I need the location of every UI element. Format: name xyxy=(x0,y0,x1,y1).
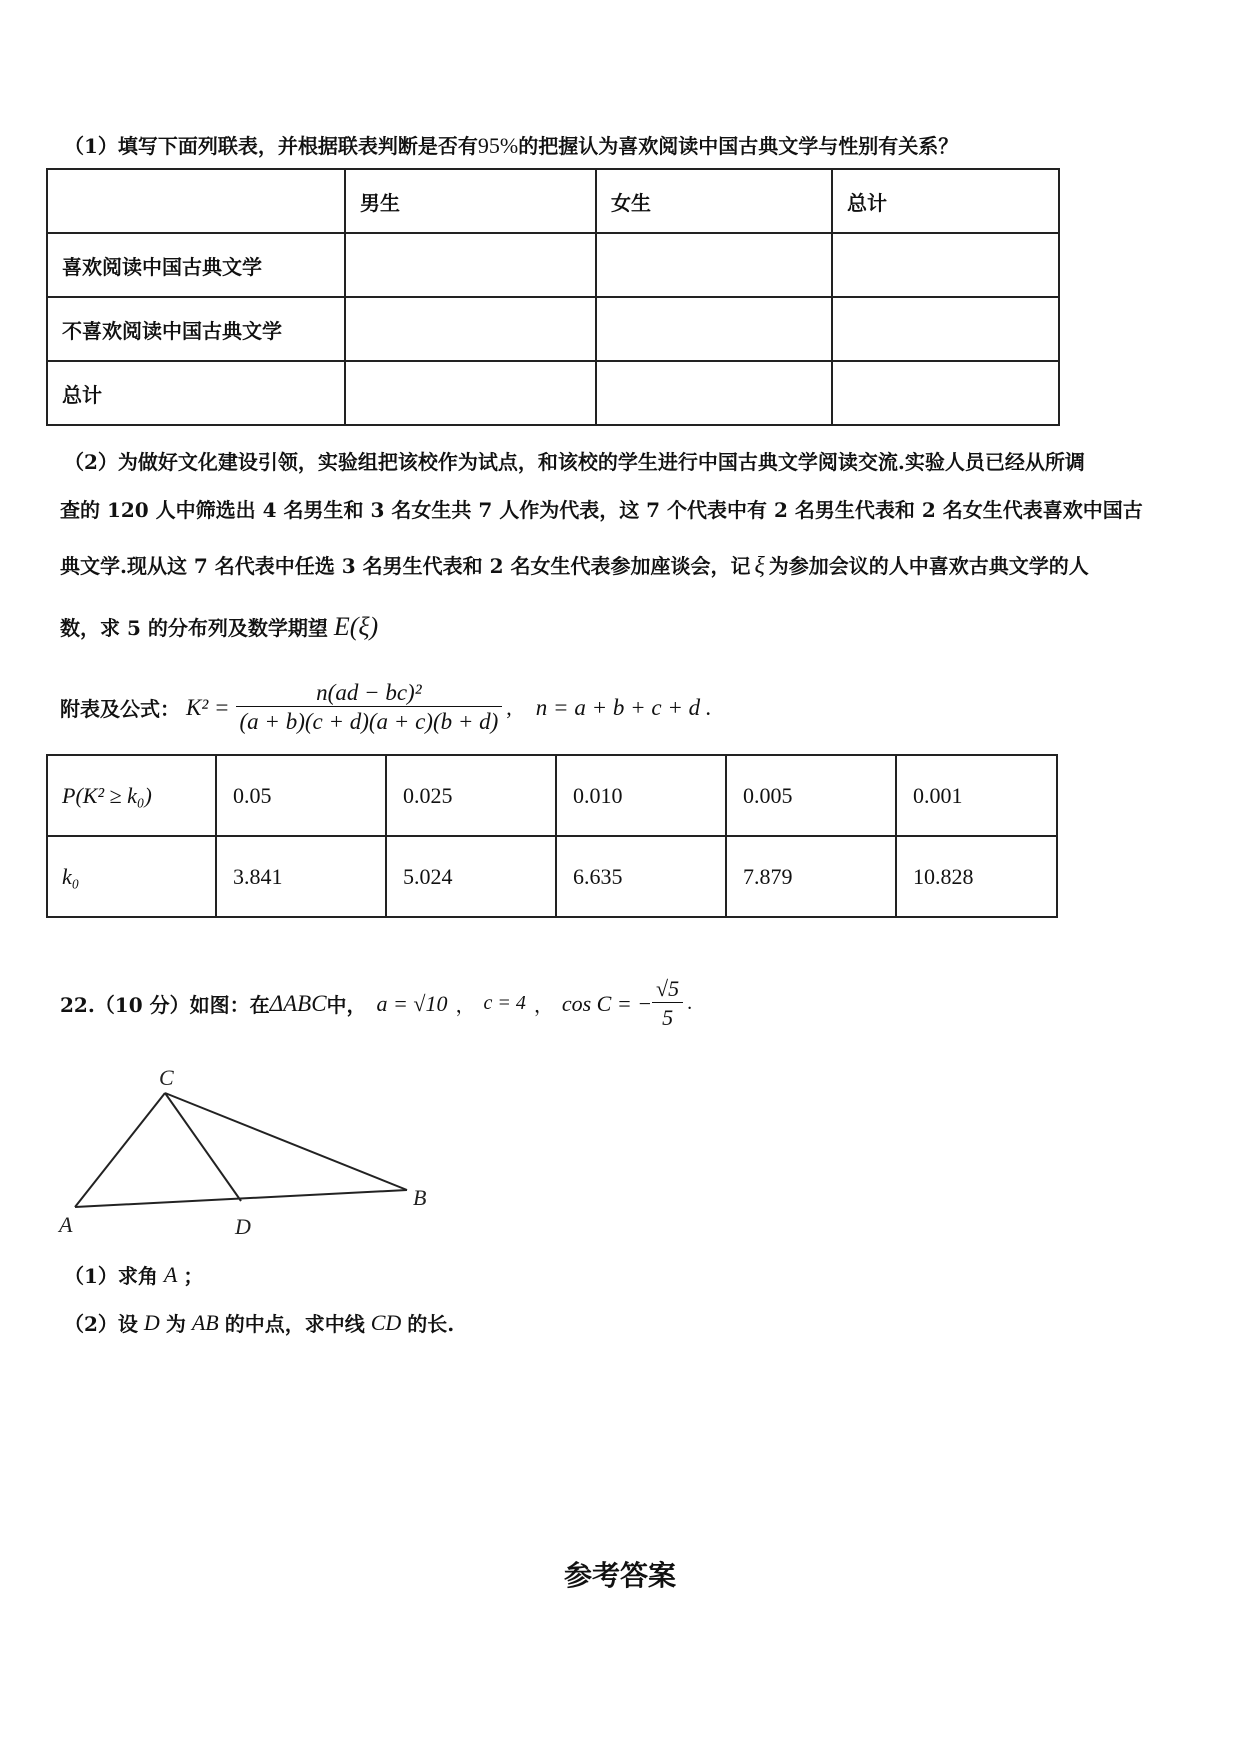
answer-heading: 参考答案 xyxy=(563,1559,676,1592)
header-cell-total: 总计 xyxy=(832,169,1059,233)
problem22-statement: 22.（10 分）如图：在 ΔABC 中， a = √10 ， c = 4 ， cos C = − $\frac{√5}{5}$ . xyxy=(60,976,693,1030)
part2-label: （2） xyxy=(64,450,118,474)
n-definition: n = a + b + c + d . xyxy=(535,694,712,720)
table-cell xyxy=(345,361,596,425)
table-header-row xyxy=(47,169,1059,233)
k-value-cell: 6.635 xyxy=(556,836,726,917)
table-cell xyxy=(596,361,832,425)
row-label: 总计 xyxy=(47,361,345,425)
table-row xyxy=(47,361,1059,425)
cos-lhs: cos C = − xyxy=(561,990,653,1016)
c-value: c = 4 xyxy=(483,992,526,1014)
q2-var-d: D xyxy=(143,1309,160,1335)
formula-fraction xyxy=(236,680,503,735)
table-cell xyxy=(596,297,832,361)
k-value-cell: 7.879 xyxy=(726,836,896,917)
q2-var-cd: CD xyxy=(370,1309,402,1335)
table-row xyxy=(47,755,1057,836)
formula-lhs: K² = xyxy=(186,694,230,720)
xi-symbol: ξ xyxy=(754,553,765,579)
triangle-figure xyxy=(55,1055,455,1245)
q2-text-c: 的中点，求中线 xyxy=(224,1312,365,1336)
triangle-name: ΔABC xyxy=(269,990,327,1016)
part2-line3-text: 典文学.现从这 7 名代表中任选 3 名男生代表和 2 名女生代表参加座谈会，记 xyxy=(60,554,751,578)
problem22-intro: 22.（10 分）如图：在 xyxy=(60,993,270,1017)
k-value-cell: 10.828 xyxy=(896,836,1057,917)
part1-label: （1） xyxy=(64,134,118,158)
expectation-expr: E(ξ) xyxy=(333,612,379,641)
q2-text-e: 的长. xyxy=(407,1312,455,1336)
header-cell xyxy=(47,169,345,233)
cos-denominator: 5 xyxy=(652,1002,683,1031)
table-cell xyxy=(345,233,596,297)
p-value-cell: 0.010 xyxy=(556,755,726,836)
contingency-table xyxy=(46,168,1060,426)
table-cell xyxy=(832,297,1059,361)
k-value-cell: 3.841 xyxy=(216,836,386,917)
q1-text: （1）求角 xyxy=(64,1264,158,1288)
problem22-mid: 中， xyxy=(326,993,367,1017)
problem22-q2 xyxy=(64,1308,454,1337)
formula-line: 附表及公式： K² = $\frac{\text{n(ad − bc)²}}{(a + b)(c + d)(a + c)(b + d)}$ , n = a + b + c + d . xyxy=(60,680,712,734)
vertex-label-b: B xyxy=(413,1185,427,1210)
part2-line2: 查的 120 人中筛选出 4 名男生和 3 名女生共 7 人作为代表，这 7 个代表中有 2 名男生代表和 2 名女生代表喜欢中国古 xyxy=(60,498,1143,522)
vertex-label-c: C xyxy=(159,1065,174,1090)
percent-value: 95% xyxy=(477,133,519,158)
q1-end: ； xyxy=(183,1264,204,1288)
row-label: 不喜欢阅读中国古典文学 xyxy=(47,297,345,361)
q2-var-ab: AB xyxy=(191,1309,219,1335)
p-value-cell: 0.05 xyxy=(216,755,386,836)
q1-var: A xyxy=(163,1261,178,1287)
a-value: a = √10 xyxy=(376,990,448,1016)
cos-numerator: √5 xyxy=(656,976,680,1001)
part1-question xyxy=(64,130,958,159)
part2-line4-text: 数，求 5 的分布列及数学期望 xyxy=(60,616,328,640)
side-ab xyxy=(75,1190,407,1207)
formula-numerator: n(ad − bc)² xyxy=(316,680,422,705)
side-cb xyxy=(165,1093,407,1190)
p-row-label: P(K² ≥ k₀) xyxy=(47,755,216,836)
part2-line3-end: 为参加会议的人中喜欢古典文学的人 xyxy=(768,554,1089,578)
table-cell xyxy=(345,297,596,361)
formula-denominator: (a + b)(c + d)(a + c)(b + d) xyxy=(236,706,503,735)
q2-text-a: （2）设 xyxy=(64,1312,138,1336)
header-cell-male: 男生 xyxy=(345,169,596,233)
part1-text: 填写下面列联表，并根据联表判断是否有 xyxy=(117,134,478,158)
table-row xyxy=(47,836,1057,917)
p-value-cell: 0.005 xyxy=(726,755,896,836)
part2-line4 xyxy=(60,612,378,642)
k-value-cell: 5.024 xyxy=(386,836,556,917)
part1-text-end: 的把握认为喜欢阅读中国古典文学与性别有关系？ xyxy=(518,134,959,158)
critical-value-table xyxy=(46,754,1058,918)
header-cell-female: 女生 xyxy=(596,169,832,233)
table-row xyxy=(47,297,1059,361)
p-value-cell: 0.025 xyxy=(386,755,556,836)
table-cell xyxy=(832,361,1059,425)
cos-fraction xyxy=(652,976,683,1031)
vertex-label-d: D xyxy=(235,1214,251,1239)
part2-line3 xyxy=(60,550,1089,580)
k-row-label: k₀ xyxy=(47,836,216,917)
table-row xyxy=(47,233,1059,297)
part2-text: 为做好文化建设引领，实验组把该校作为试点，和该校的学生进行中国古典文学阅读交流.实验人员已经从所调 xyxy=(117,450,1085,474)
part2-line1 xyxy=(64,446,1085,475)
problem22-q1 xyxy=(64,1260,203,1289)
table-cell xyxy=(596,233,832,297)
vertex-label-a: A xyxy=(59,1212,73,1237)
row-label: 喜欢阅读中国古典文学 xyxy=(47,233,345,297)
formula-label: 附表及公式： xyxy=(60,697,180,721)
q2-text-b: 为 xyxy=(165,1312,186,1336)
table-cell xyxy=(832,233,1059,297)
p-value-cell: 0.001 xyxy=(896,755,1057,836)
side-ca xyxy=(75,1093,165,1207)
